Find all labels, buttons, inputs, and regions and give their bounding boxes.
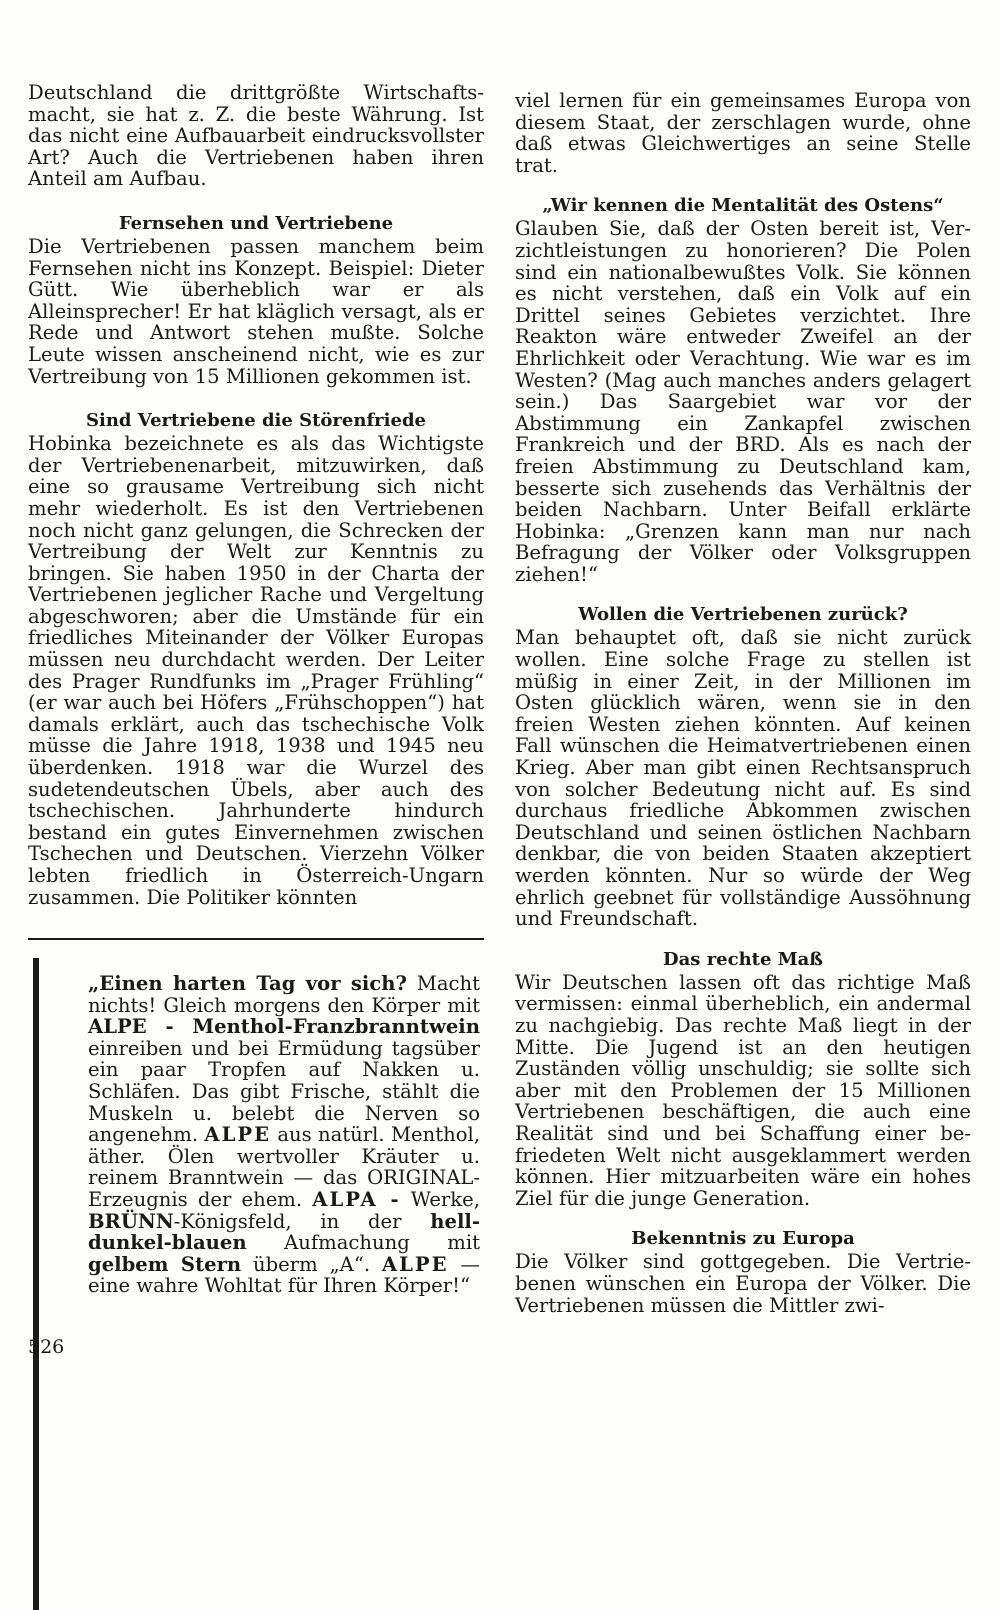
right-column <box>515 90 971 1316</box>
left-paragraph-3: Hobinka bezeichnete es als das Wichtigste der Vertriebenenarbeit, mitzuwirken, daß eine so grausame Vertreibung sich nicht mehr wiederholt. Es ist den Vertriebenen noch nicht ganz gelungen, die Schrecken der Vertreibung der Welt zur Kenntnis zu bringen. Sie haben 1950 in der Charta der Vertriebenen jeglicher Rache und Vergeltung abgeschworen; aber die Umstände für ein friedliches Miteinander der Völker Europas müssen neu durchdacht werden. Der Leiter des Prager Rundfunks im „Prager Frühling“ (er war auch bei Höfers „Frühschoppen“) hat damals erklärt, auch das tschechische Volk müsse die Jahre 1918, 1938 und 1945 neu überdenken. 1918 war die Wurzel des sudetendeutschen Übels, aber auch des tschechischen. Jahrhunderte hindurch bestand ein gutes Einvernehmen zwischen Tschechen und Deutschen. Vierzehn Völker lebten friedlich in Österreich-Ungarn zusammen. Die Politiker könnten <box>28 432 484 909</box>
ad-headline: „Einen harten Tag vor sich? <box>88 972 408 995</box>
ad-packaging-color: hell-dunkel-blauen <box>88 1209 480 1255</box>
right-paragraph-3: Man behauptet oft, daß sie nicht zurück wollen. Eine solche Frage zu stellen ist müßig in einer Zeit, in der Millionen im Osten glücklich wären, wenn sie in den freien Westen ziehen könnten. Auf keinen Fall wünschen die Heimatvertriebenen einen Krieg. Aber man gibt einen Rechtsanspruch von solcher Bedeutung nicht auf. Es sind durchaus friedliche Abkommen zwischen Deutschland und seinen östlichen Nachbarn denkbar, die von beiden Staaten akzeptiert werden könnten. Nur so würde der Weg ehrlich geebnet für vollständige Aussöhnung und Freundschaft. <box>515 626 971 931</box>
ad-product-name: ALPE - Menthol-Franzbranntwein <box>88 1015 480 1039</box>
right-paragraph-4: Wir Deutschen lassen oft das richtige Maß vermissen: einmal überheblich, ein andermal zu nachgiebig. Das rechte Maß liegt in der Mitte. Die Jugend ist an den heutigen Zuständen völlig unschuldig; sie sollte sich aber mit den Problemen der 15 Millionen Vertriebenen beschäftigen, die auch eine Realität sind und bei Schaffung einer befriedeten Welt nicht ausgeklammert werden können. Hier mitzuarbeiten wäre ein hohes Ziel für die junge Generation. <box>515 970 971 1210</box>
right-paragraph-2: Glauben Sie, daß der Osten bereit ist, Verzichtleistungen zu honorieren? Die Polen sind ein nationalbewußtes Volk. Sie können es nicht verstehen, daß ein Volk auf ein Drittel seines Gebietes verzichtet. Ihre Reakton wäre entweder Zweifel an der Ehrlichkeit oder Verachtung. Wie war es im Westen? (Mag auch manches anders gelagert sein.) Das Saargebiet war vor der Abstimmung ein Zankapfel zwischen Frankreich und der BRD. Als es nach der freien Abstimmung zu Deutschland kam, besserte sich zusehends das Verhältnis der beiden Nachbarn. Unter Beifall erklärte Hobinka: „Grenzen kann man nur nach Befragung der Völker oder Volksgruppen ziehen!“ <box>515 217 971 586</box>
left-column <box>28 82 484 908</box>
right-paragraph-5: Die Völker sind gottgegeben. Die Vertriebenen wünschen ein Europa der Völker. Die Vertriebenen müssen die Mittler zwi- <box>515 1250 971 1317</box>
heading-stoerenfriede: Sind Vertriebene die Störenfriede <box>86 410 426 432</box>
left-paragraph-1: Deutschland die drittgrößte Wirtschaftsmacht, sie hat z. Z. die beste Währung. Ist das nicht eine Aufbauarbeit eindrucksvollster Art? Auch die Vertriebenen haben ihren Anteil am Aufbau. <box>28 81 484 191</box>
advertisement-box <box>88 973 480 1297</box>
ad-company: ALPA - <box>312 1187 401 1211</box>
ad-brand-2: ALPE <box>381 1252 449 1276</box>
ad-brand: ALPE <box>204 1123 272 1147</box>
left-paragraph-2: Die Vertriebenen passen manchem beim Fernsehen nicht ins Konzept. Beispiel: Dieter Gütt. Wie überheblich war er als Alleinsprecher! Er hat kläglich versagt, als er Rede und Antwort stehen mußte. Solche Leute wissen anscheinend nicht, wie es zur Vertreibung von 15 Millionen gekommen ist. <box>28 234 484 388</box>
heading-europa: Bekenntnis zu Europa <box>631 1228 855 1250</box>
page-number: 526 <box>28 1336 65 1358</box>
right-paragraph-1: viel lernen für ein gemeinsames Europa von diesem Staat, der zerschlagen wurde, ohne daß etwas Gleichwertiges an seine Stelle trat. <box>515 89 971 177</box>
advertisement-text: „Einen harten Tag vor sich? Macht nichts! Gleich morgens den Körper mit ALPE - Menthol-Franzbranntwein einreiben und bei Ermüdung tagsüber ein paar Tropfen auf Nakken u. Schläfen. Das gibt Frische, stählt die Muskeln u. belebt die Nerven so angenehm. ALPE aus natürl. Menthol, äther. Ölen wertvoller Kräuter u. reinem Branntwein — das ORIGINAL-Erzeugnis der ehem. ALPA - Werke, BRÜNN-Königsfeld, in der hell-dunkel-blauen Aufmachung mit gelbem Stern überm „A“. ALPE — eine wahre Wohltat für Ihren Körper!“ <box>88 972 481 1298</box>
advertisement-bar <box>33 958 39 1610</box>
heading-mentalitaet: „Wir kennen die Mentalität des Ostens“ <box>542 195 944 217</box>
heading-rechte-mass: Das rechte Maß <box>663 948 823 970</box>
ad-star: gelbem Stern <box>88 1252 242 1276</box>
ad-city: BRÜNN <box>88 1209 174 1233</box>
heading-fernsehen: Fernsehen und Vertriebene <box>118 212 394 234</box>
heading-zurueck: Wollen die Vertriebenen zurück? <box>578 604 908 626</box>
section-divider <box>28 938 484 940</box>
